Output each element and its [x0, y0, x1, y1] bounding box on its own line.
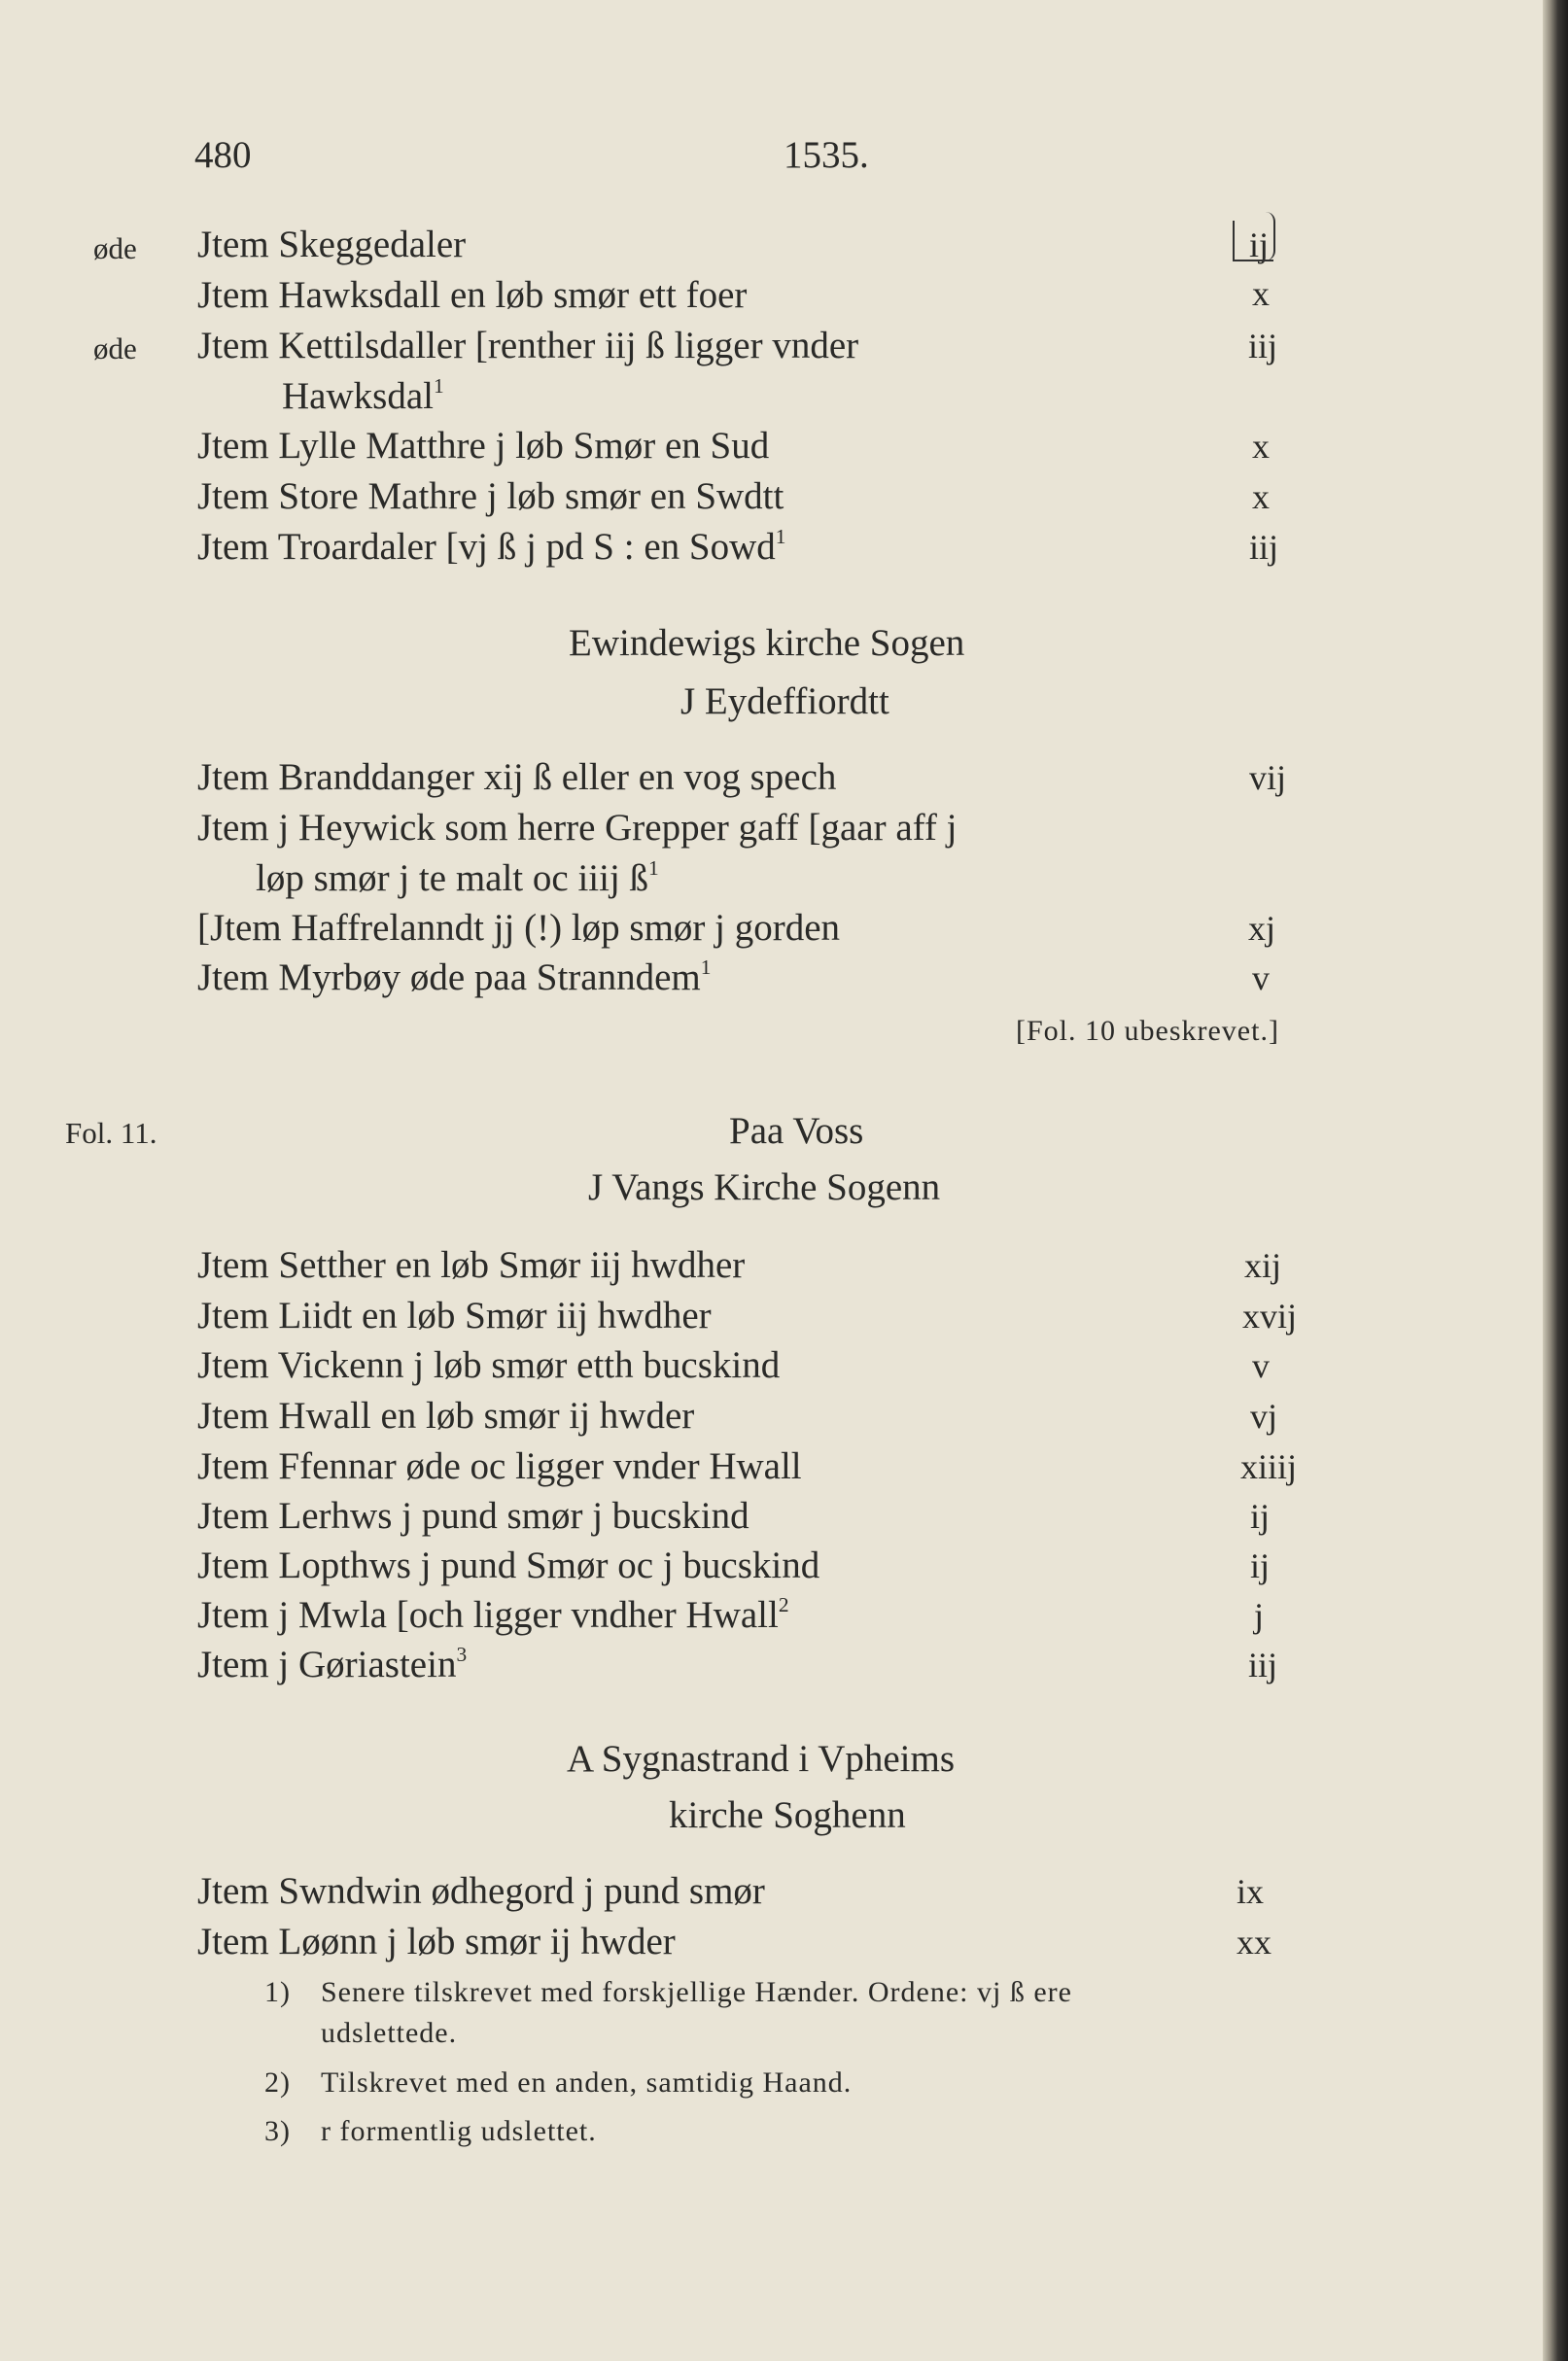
footnote-marker: 2) — [264, 2066, 291, 2099]
entry-text: [Jtem Haffrelanndt jj (!) løp smør j gorden — [197, 907, 841, 949]
entry-value: x — [1252, 274, 1270, 313]
footnote-text: Senere tilskrevet med forskjellige Hænder. Ordene: vj ß ere — [321, 1976, 1072, 2008]
footnote-text: r formentlig udslettet. — [321, 2115, 597, 2147]
entry-value: xx — [1237, 1923, 1272, 1962]
entry-text: Jtem Myrbøy øde paa Stranndem — [197, 956, 701, 998]
footnote-mark: 1 — [648, 855, 659, 880]
entry-text: Jtem Vickenn j løb smør etth bucskind — [197, 1344, 781, 1386]
entry-value: x — [1252, 427, 1270, 466]
footnote-marker: 1) — [264, 1976, 291, 2008]
entry-value: xj — [1248, 909, 1276, 948]
entry-text: løp smør j te malt oc iiij ß — [256, 857, 649, 899]
entry-value: iij — [1248, 327, 1278, 365]
section-subheading: J Eydeffiordtt — [680, 680, 889, 722]
page-year: 1535. — [784, 134, 869, 176]
entry-text: Jtem Lerhws j pund smør j bucskind — [197, 1495, 749, 1537]
entry-text-continued — [282, 373, 444, 417]
entry-value: v — [1252, 958, 1270, 997]
entry-line — [256, 855, 659, 899]
entry-text: Jtem Løønn j løb smør ij hwder — [197, 1921, 676, 1962]
footnote-marker: 3) — [264, 2115, 291, 2147]
entry-text: Hawksdal — [282, 375, 434, 417]
entry-value: iij — [1249, 528, 1279, 567]
footnote-mark: 2 — [778, 1592, 789, 1616]
section-heading: Paa Voss — [729, 1110, 864, 1152]
entry-text: Jtem Kettilsdaller [renther iij ß ligger vnder — [197, 325, 859, 366]
entry-text: Jtem Lylle Matthre j løb Smør en Sud — [197, 425, 770, 467]
entry-line — [197, 955, 712, 998]
footnote-mark: 3 — [456, 1642, 468, 1666]
entry-value: ij — [1249, 226, 1270, 264]
entry-value: ij — [1250, 1546, 1271, 1585]
entry-text: Jtem Skeggedaler — [197, 224, 467, 265]
entry-value: iij — [1248, 1646, 1278, 1684]
entry-value: x — [1252, 477, 1270, 516]
entry-value: v — [1252, 1346, 1270, 1385]
bracket-mark — [1264, 212, 1275, 260]
entry-text: Jtem j Gøriastein — [197, 1644, 457, 1685]
section-heading: Ewindewigs kirche Sogen — [569, 622, 965, 664]
footnote-text: Tilskrevet med en anden, samtidig Haand. — [321, 2066, 853, 2099]
footnote-mark: 1 — [700, 955, 712, 979]
footnote-mark: 1 — [433, 373, 444, 398]
folio-note: [Fol. 10 ubeskrevet.] — [1016, 1015, 1279, 1047]
margin-note: øde — [93, 331, 137, 365]
entry-text: Jtem Troardaler [vj ß j pd S : en Sowd — [197, 526, 776, 568]
footnote-text-continued: udslettede. — [321, 2017, 458, 2049]
folio-marker: Fol. 11. — [65, 1116, 157, 1150]
entry-value: ij — [1250, 1497, 1271, 1536]
entry-text: Jtem Liidt en løb Smør iij hwdher — [197, 1295, 712, 1337]
page-edge — [1543, 0, 1568, 2361]
section-subheading: J Vangs Kirche Sogenn — [588, 1166, 941, 1208]
entry-text: Jtem Swndwin ødhegord j pund smør — [197, 1870, 765, 1912]
entry-line — [197, 1592, 789, 1636]
entry-value: xiiij — [1240, 1447, 1298, 1486]
entry-line — [197, 1642, 468, 1685]
entry-text: Jtem Hawksdall en løb smør ett foer — [197, 274, 748, 316]
entry-text: Jtem j Heywick som herre Grepper gaff [gaar aff j — [197, 807, 958, 849]
entry-value: vj — [1250, 1397, 1278, 1436]
entry-text: Jtem Store Mathre j løb smør en Swdtt — [197, 475, 784, 517]
section-heading: A Sygnastrand i Vpheims — [567, 1738, 956, 1780]
entry-text: Jtem Branddanger xij ß eller en vog spech — [197, 756, 837, 798]
footnote-mark: 1 — [775, 524, 786, 548]
entry-text: Jtem Setther en løb Smør iij hwdher — [197, 1244, 746, 1286]
entry-value: vij — [1249, 758, 1287, 797]
entry-value: ix — [1237, 1872, 1265, 1911]
entry-text: Jtem Ffennar øde oc ligger vnder Hwall — [197, 1445, 802, 1487]
entry-text: Jtem Lopthws j pund Smør oc j bucskind — [197, 1545, 820, 1586]
entry-value: j — [1254, 1596, 1265, 1635]
entry-text: Jtem j Mwla [och ligger vndher Hwall — [197, 1594, 779, 1636]
entry-value: xvij — [1242, 1297, 1298, 1336]
entry-value: xij — [1244, 1246, 1282, 1285]
margin-note: øde — [93, 231, 137, 265]
entry-line — [197, 524, 786, 568]
section-subheading: kirche Soghenn — [669, 1794, 906, 1836]
page-number: 480 — [194, 134, 252, 176]
entry-text: Jtem Hwall en løb smør ij hwder — [197, 1395, 695, 1437]
